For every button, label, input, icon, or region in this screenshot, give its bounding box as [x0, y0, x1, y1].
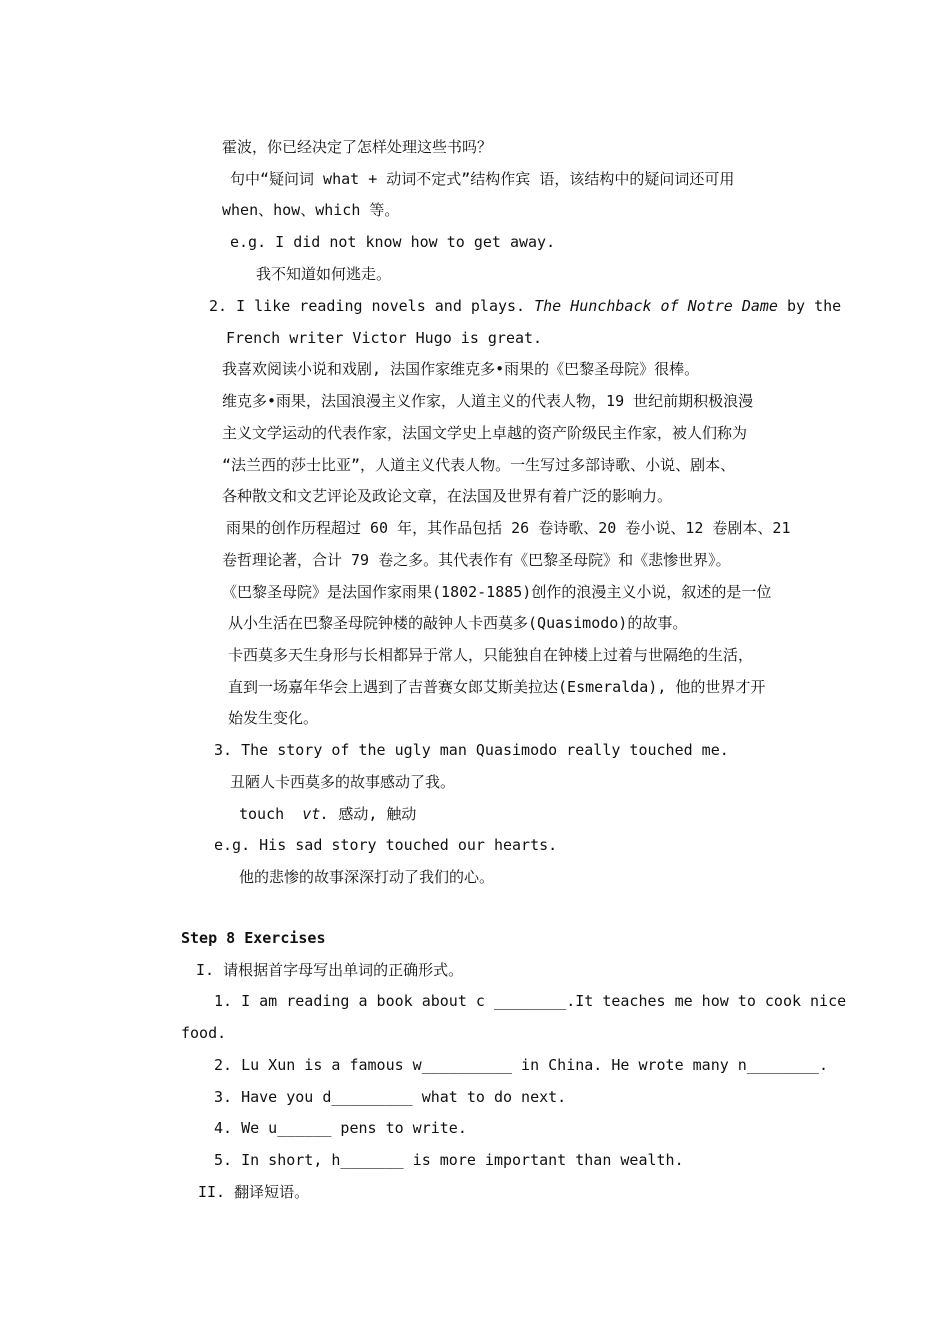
text-line: when、how、which 等。: [222, 201, 400, 219]
vocab-word: touch: [239, 805, 303, 823]
translation-line: 我不知道如何逃走。: [256, 265, 392, 283]
exercise-item: 4. We u______ pens to write.: [214, 1119, 467, 1137]
text-line: 霍波，你已经决定了怎样处理这些书吗？: [222, 138, 493, 156]
exercise-item: 5. In short, h_______ is more important than wealth.: [214, 1151, 684, 1169]
text-line: 各种散文和文艺评论及政论文章，在法国及世界有着广泛的影响力。: [222, 487, 673, 505]
exercise-item: 2. Lu Xun is a famous w__________ in China. He wrote many n________.: [214, 1056, 829, 1074]
exercise-item: 3. Have you d_________ what to do next.: [214, 1088, 567, 1106]
text-line: 卡西莫多天生身形与长相都异于常人，只能独自在钟楼上过着与世隔绝的生活，: [228, 646, 754, 664]
text-line: 句中“疑问词 what + 动词不定式”结构作宾 语，该结构中的疑问词还可用: [230, 170, 735, 188]
exercise-item: 1. I am reading a book about c ________.It teaches me how to cook nice: [214, 992, 847, 1010]
part-of-speech: vt.: [302, 805, 330, 823]
exercise-item-continued: food.: [181, 1024, 227, 1042]
text-line: 主义文学运动的代表作家，法国文学史上卓越的资产阶级民主作家，被人们称为: [222, 424, 748, 442]
text-line: French writer Victor Hugo is great.: [226, 329, 543, 347]
section-heading: Step 8 Exercises: [181, 929, 326, 947]
item-text: 2. I like reading novels and plays.: [209, 297, 535, 315]
text-line: 从小生活在巴黎圣母院钟楼的敲钟人卡西莫多(Quasimodo)的故事。: [228, 614, 688, 632]
text-line: 直到一场嘉年华会上遇到了吉普赛女郎艾斯美拉达(Esmeralda), 他的世界才开: [228, 678, 766, 696]
vocab-line: [239, 804, 416, 824]
example-line: e.g. I did not know how to get away.: [230, 233, 556, 251]
text-line: 始发生变化。: [228, 709, 319, 727]
translation-line: 丑陋人卡西莫多的故事感动了我。: [230, 773, 456, 791]
item-text: by the: [777, 297, 842, 315]
numbered-item-3: 3. The story of the ugly man Quasimodo really touched me.: [214, 741, 729, 759]
exercise-heading: II. 翻译短语。: [198, 1183, 310, 1201]
vocab-meaning: 感动, 触动: [329, 805, 417, 823]
text-line: “法兰西的莎士比亚”，人道主义代表人物。一生写过多部诗歌、小说、剧本、: [222, 456, 736, 474]
text-line: 雨果的创作历程超过 60 年，其作品包括 26 卷诗歌、20 卷小说、12 卷剧本、21: [226, 519, 791, 537]
example-line: e.g. His sad story touched our hearts.: [214, 836, 558, 854]
translation-line: 他的悲惨的故事深深打动了我们的心。: [239, 868, 495, 886]
numbered-item-2: [209, 296, 841, 316]
book-title: The Hunchback of Notre Dame: [534, 297, 778, 315]
translation-line: 我喜欢阅读小说和戏剧, 法国作家维克多•雨果的《巴黎圣母院》很棒。: [222, 360, 700, 378]
text-line: 卷哲理论著，合计 79 卷之多。其代表作有《巴黎圣母院》和《悲惨世界》。: [222, 551, 731, 569]
text-line: 维克多•雨果，法国浪漫主义作家，人道主义的代表人物，19 世纪前期积极浪漫: [222, 392, 754, 410]
text-line: 《巴黎圣母院》是法国作家雨果(1802-1885)创作的浪漫主义小说，叙述的是一位: [222, 583, 772, 601]
exercise-heading: I. 请根据首字母写出单词的正确形式。: [196, 961, 464, 979]
